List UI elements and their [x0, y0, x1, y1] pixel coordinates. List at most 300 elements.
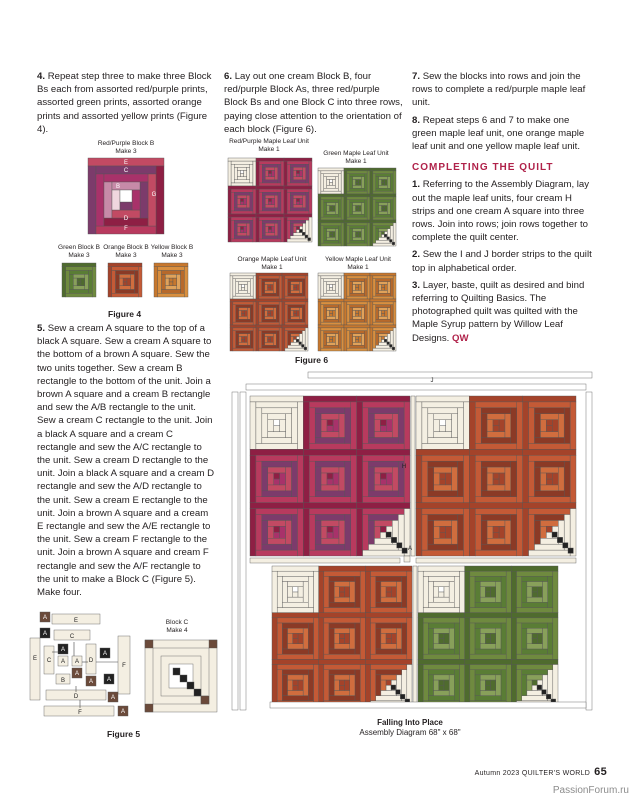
log-strip: [335, 282, 338, 294]
log-center: [382, 206, 385, 209]
log-strip: [321, 171, 341, 174]
log-strip: [293, 205, 302, 208]
log-strip: [309, 161, 312, 186]
column-3: [412, 70, 592, 349]
log-strip: [345, 633, 350, 643]
log-strip: [277, 654, 313, 659]
log-strip: [268, 526, 274, 538]
log-strip: [234, 167, 237, 179]
log-strip: [233, 279, 236, 296]
log-strip: [499, 526, 505, 538]
label-j: J: [430, 378, 434, 384]
log-strip: [329, 576, 355, 581]
log-strip: [475, 602, 501, 607]
sash-h-horiz: [250, 558, 400, 563]
page-footer: Autumn 2023 QUILTER'S WORLD 65: [474, 766, 607, 778]
log-strip: [291, 316, 300, 319]
log-strip: [363, 408, 369, 444]
corner-square: [201, 696, 209, 704]
log-strip: [256, 217, 259, 242]
log-strip: [278, 164, 281, 183]
log-strip: [281, 161, 284, 186]
log-strip: [367, 328, 370, 351]
log-strip: [356, 234, 359, 237]
log-strip: [469, 503, 522, 509]
log-strip: [347, 197, 367, 200]
fig6-caption-green: Green Maple Leaf Unit Make 1: [323, 150, 389, 165]
log-strip: [363, 455, 404, 461]
log-strip: [327, 285, 330, 291]
log-strip: [262, 345, 276, 348]
log-strip: [329, 582, 334, 603]
log-strip: [344, 302, 347, 325]
log-strip: [324, 293, 338, 296]
log-strip: [470, 618, 506, 623]
log-strip: [239, 308, 248, 311]
log-center: [294, 285, 297, 288]
log-strip: [522, 675, 527, 696]
log-strip: [379, 177, 388, 180]
log-strip: [350, 279, 364, 282]
log-strip: [330, 313, 333, 316]
log-strip: [358, 337, 361, 343]
log-strip: [288, 644, 304, 649]
log-strip: [487, 432, 505, 438]
log-strip: [374, 414, 392, 420]
log-center: [327, 473, 333, 479]
log-strip: [487, 473, 493, 485]
log-strip: [306, 164, 309, 183]
log-strip: [262, 544, 292, 550]
sash-h-horiz: [416, 558, 576, 563]
log-strip: [327, 334, 336, 337]
log-strip: [247, 223, 250, 235]
log-strip: [379, 237, 388, 240]
log-strip: [272, 659, 319, 664]
log-strip: [324, 203, 327, 215]
log-strip: [357, 503, 410, 509]
log-center: [493, 526, 499, 532]
log-strip: [360, 665, 365, 706]
log-strip: [475, 455, 516, 461]
log-strip: [268, 202, 271, 205]
log-strip: [422, 402, 463, 408]
log-strip: [236, 319, 250, 322]
log-strip: [423, 607, 459, 612]
log-strip: [290, 180, 306, 183]
log-strip: [422, 515, 428, 551]
log-strip: [277, 618, 313, 623]
log-strip: [259, 276, 279, 279]
log-strip: [418, 571, 423, 612]
log-strip: [428, 696, 454, 701]
log-strip: [376, 200, 390, 203]
log-strip: [62, 267, 66, 297]
log-strip: [345, 515, 351, 551]
log-strip: [298, 680, 303, 690]
log-strip: [558, 414, 564, 438]
log-strip: [487, 420, 493, 432]
log-strip: [353, 232, 356, 238]
fig4-main-caption: Red/Purple Block B Make 3: [97, 140, 155, 155]
log-strip: [428, 582, 433, 603]
log-strip: [353, 290, 362, 293]
stem-square: [308, 238, 311, 241]
fig4-letter: E: [123, 160, 129, 166]
stem-square: [194, 689, 201, 696]
log-strip: [294, 287, 297, 290]
log-strip: [259, 296, 279, 299]
log-strip: [324, 654, 360, 659]
log-strip: [288, 305, 302, 308]
log-strip: [407, 571, 412, 612]
fig4-orange-caption: Orange Block B Make 3: [103, 244, 149, 259]
log-center: [380, 420, 386, 426]
log-strip: [268, 287, 271, 290]
log-strip: [287, 183, 309, 186]
fig4-strip: [96, 174, 104, 226]
log-strip: [423, 654, 459, 659]
log-strip: [237, 170, 240, 176]
log-strip: [309, 497, 350, 503]
log-strip: [364, 279, 367, 296]
log-center: [268, 311, 271, 314]
log-strip: [330, 287, 333, 290]
log-strip: [256, 186, 284, 189]
log-strip: [288, 633, 293, 643]
log-strip: [355, 670, 360, 701]
log-strip: [262, 180, 278, 183]
log-strip: [296, 230, 299, 233]
log-strip: [242, 287, 245, 290]
log-strip: [236, 345, 250, 348]
log-strip: [370, 171, 373, 194]
log-strip: [288, 334, 291, 346]
border-i-left: [232, 392, 238, 710]
letter-a: A: [60, 647, 66, 653]
log-strip: [290, 167, 293, 179]
log-strip: [180, 271, 184, 294]
log-strip: [344, 325, 370, 328]
log-strip: [262, 408, 292, 414]
log-center: [268, 170, 271, 173]
log-strip: [327, 237, 336, 240]
log-strip: [288, 690, 304, 695]
log-center: [485, 680, 490, 685]
letter-a: A: [120, 709, 126, 715]
log-strip: [434, 538, 452, 544]
log-strip: [370, 328, 373, 351]
log-strip: [253, 217, 256, 242]
log-strip: [276, 331, 279, 348]
log-strip: [66, 271, 70, 294]
log-strip: [321, 302, 341, 305]
log-strip: [339, 592, 344, 597]
stem-square: [391, 537, 396, 542]
log-strip: [459, 665, 464, 706]
log-strip: [469, 509, 475, 556]
log-strip: [127, 278, 131, 286]
log-strip: [268, 473, 274, 485]
log-strip: [350, 188, 364, 191]
log-strip: [374, 432, 392, 438]
log-strip: [309, 461, 315, 497]
log-strip: [291, 282, 300, 285]
log-strip: [315, 437, 345, 443]
log-strip: [230, 302, 233, 325]
log-strip: [302, 305, 305, 322]
log-strip: [285, 279, 288, 296]
log-center: [169, 278, 173, 282]
log-strip: [535, 414, 541, 438]
log-strip: [357, 402, 363, 449]
log-strip: [262, 192, 278, 195]
log-strip: [416, 509, 422, 556]
log-strip: [393, 171, 396, 194]
log-strip: [376, 345, 390, 348]
stem-square: [299, 229, 302, 232]
log-center: [330, 285, 333, 288]
log-strip: [230, 328, 233, 351]
log-strip: [361, 282, 364, 294]
log-strip: [532, 592, 537, 597]
log-strip: [244, 311, 247, 317]
log-strip: [154, 267, 158, 297]
log-strip: [321, 538, 339, 544]
log-center: [380, 473, 386, 479]
log-strip: [428, 628, 433, 649]
log-strip: [288, 680, 293, 690]
log-strip: [434, 675, 450, 680]
log-center: [485, 633, 490, 638]
log-strip: [373, 276, 393, 279]
log-strip: [321, 279, 324, 296]
log-strip: [356, 182, 359, 185]
log-strip: [444, 633, 449, 643]
log-strip: [333, 420, 339, 432]
log-strip: [324, 665, 360, 670]
stem-square: [386, 532, 391, 537]
log-strip: [381, 597, 397, 602]
log-strip: [162, 289, 181, 293]
log-center: [532, 633, 537, 638]
log-strip: [475, 675, 480, 696]
log-strip: [262, 319, 276, 322]
log-strip: [309, 550, 350, 556]
fig6-orange-unit: [230, 273, 308, 351]
log-strip: [523, 449, 576, 455]
log-strip: [324, 607, 360, 612]
stem-square: [397, 543, 402, 548]
log-strip: [284, 186, 312, 189]
log-strip: [329, 649, 355, 654]
log-strip: [259, 322, 279, 325]
log-strip: [303, 402, 309, 449]
log-strip: [428, 467, 434, 491]
log-strip: [293, 195, 302, 198]
log-strip: [327, 342, 336, 345]
log-strip: [262, 164, 278, 167]
log-strip: [277, 665, 313, 670]
log-strip: [318, 220, 344, 223]
log-strip: [381, 587, 386, 597]
log-strip: [370, 194, 396, 197]
log-strip: [434, 690, 450, 695]
log-strip: [299, 282, 302, 294]
log-strip: [162, 274, 166, 289]
fig5-exploded-diagram: [30, 612, 134, 718]
log-strip: [237, 205, 246, 208]
letter-a: A: [106, 677, 112, 683]
log-strip: [374, 520, 392, 526]
log-strip: [253, 189, 256, 214]
step-7: 7. Sew the blocks into rows and join the rows to complete a red/purple maple leaf unit.: [412, 71, 586, 109]
log-strip: [256, 509, 297, 515]
log-strip: [324, 334, 327, 346]
log-strip: [446, 420, 452, 432]
log-strip: [259, 328, 279, 331]
letter-c: C: [46, 658, 52, 664]
log-strip: [236, 334, 239, 346]
log-strip: [239, 316, 248, 319]
log-strip: [303, 195, 306, 207]
log-strip: [321, 473, 327, 485]
log-strip: [523, 503, 576, 509]
log-strip: [481, 491, 511, 497]
log-strip: [369, 437, 399, 443]
log-strip: [327, 311, 330, 317]
log-strip: [481, 467, 487, 491]
log-strip: [505, 467, 511, 491]
log-strip: [282, 696, 308, 701]
log-strip: [315, 408, 345, 414]
log-strip: [276, 279, 279, 296]
piece-e-vert: [30, 638, 40, 700]
log-strip: [282, 328, 285, 351]
log-strip: [303, 449, 356, 455]
log-strip: [379, 211, 388, 214]
log-strip: [303, 628, 308, 649]
log-strip: [527, 633, 532, 643]
log-strip: [459, 571, 464, 612]
log-strip: [423, 618, 459, 623]
log-strip: [532, 639, 537, 644]
log-strip: [535, 461, 565, 467]
log-strip: [237, 223, 246, 226]
log-strip: [376, 331, 390, 334]
log-strip: [231, 192, 234, 211]
log-strip: [247, 195, 250, 207]
log-strip: [370, 273, 396, 276]
log-strip: [487, 485, 505, 491]
log-strip: [350, 334, 353, 346]
log-strip: [535, 544, 565, 550]
log-strip: [265, 233, 274, 236]
log-strip: [353, 342, 362, 345]
log-strip: [321, 526, 327, 538]
log-strip: [475, 509, 516, 515]
log-strip: [475, 576, 501, 581]
log-strip: [236, 279, 250, 282]
log-strip: [256, 161, 259, 186]
log-strip: [350, 308, 353, 320]
log-strip: [360, 618, 365, 659]
log-strip: [277, 576, 282, 607]
log-strip: [275, 195, 278, 207]
log-strip: [370, 299, 396, 302]
log-strip: [282, 276, 285, 299]
log-strip: [361, 229, 364, 241]
log-strip: [303, 503, 356, 509]
log-strip: [344, 171, 347, 194]
log-strip: [465, 566, 512, 571]
log-strip: [321, 174, 324, 191]
log-strip: [535, 467, 541, 491]
log-strip: [303, 396, 356, 402]
log-center: [274, 526, 280, 532]
log-strip: [332, 337, 335, 343]
log-center: [268, 285, 271, 288]
log-strip: [487, 520, 505, 526]
log-strip: [444, 587, 449, 597]
log-strip: [303, 509, 309, 556]
log-strip: [370, 276, 373, 299]
log-strip: [158, 293, 184, 297]
log-center: [356, 337, 359, 340]
log-strip: [184, 267, 188, 297]
log-strip: [480, 597, 496, 602]
log-strip: [376, 188, 390, 191]
log-strip: [475, 623, 501, 628]
log-strip: [327, 180, 330, 186]
log-strip: [234, 208, 250, 211]
log-strip: [116, 289, 135, 293]
log-strip: [273, 334, 276, 346]
log-strip: [353, 180, 356, 186]
log-strip: [376, 174, 390, 177]
log-strip: [327, 337, 330, 343]
log-strip: [344, 273, 370, 276]
log-strip: [422, 455, 463, 461]
log-strip: [247, 334, 250, 346]
log-strip: [422, 461, 428, 497]
log-strip: [324, 229, 327, 241]
log-center: [386, 587, 391, 592]
log-strip: [344, 194, 370, 197]
log-strip: [523, 455, 529, 502]
log-strip: [231, 220, 234, 239]
log-strip: [367, 223, 370, 246]
log-strip: [287, 189, 309, 192]
log-strip: [570, 455, 576, 502]
log-strip: [162, 271, 181, 275]
log-strip: [335, 177, 338, 189]
log-strip: [291, 290, 300, 293]
log-strip: [491, 587, 496, 597]
log-strip: [449, 628, 454, 649]
log-strip: [446, 526, 452, 538]
log-strip: [350, 331, 364, 334]
log-strip: [327, 206, 330, 212]
log-strip: [291, 461, 297, 497]
log-strip: [369, 408, 399, 414]
log-strip: [376, 582, 381, 603]
log-strip: [379, 337, 382, 343]
log-center: [330, 232, 333, 235]
log-strip: [268, 432, 286, 438]
border-i-top: [246, 384, 586, 390]
log-strip: [517, 576, 522, 607]
